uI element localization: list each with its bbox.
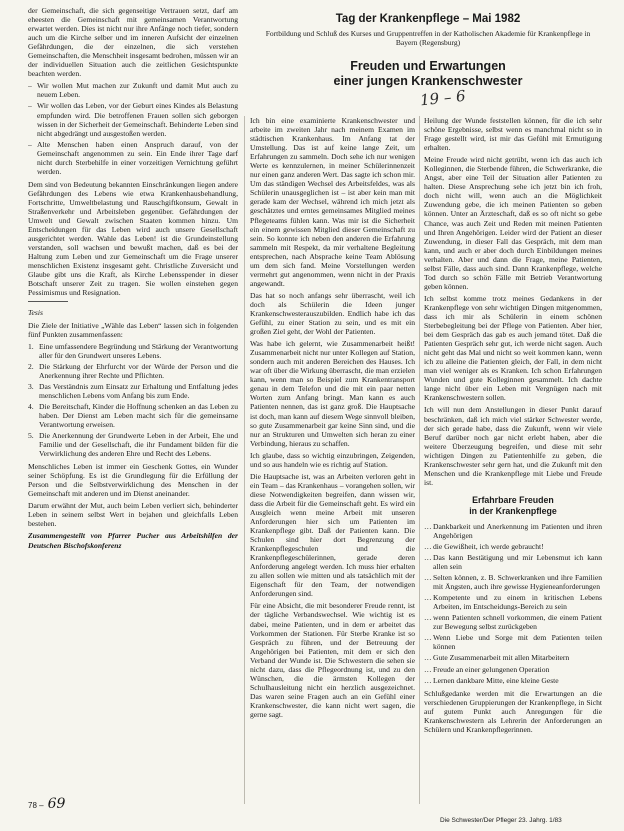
event-title: Tag der Krankenpflege – Mai 1982: [335, 13, 521, 25]
joy-item: … Kompetente und zu einem in kritischen Lebens Arbeiten, im Entscheidungs-Bereich zu sein: [424, 593, 602, 611]
thesis-number: 4.: [28, 401, 34, 411]
joy-item: … Freude an einer gelungenen Operation: [424, 665, 602, 674]
right-paragraph-2: Meine Freude wird nicht getrübt, wenn ich das auch ich Kolleginnen, die Sterbende führen, die Schwerkranke, die Angst, aber eine Teil der Situation aller Patienten zu halten. Diese Ansprechung sehe ich jetzt bin ich froh, doch nicht will, wenn auch an die Möglichkeit Zuwendung gebe, die ich meinen Patienten so geben können. Unter an Ärzteschaft, daß es so oft nicht so gebe Chance, was auch Zeit und Reden mit meinen Patienten und Ihren Angehörigen. Leider wird der Patient an dieser Zuwendung, in dieser Fall das Gespräch, mit dem man kann, und auch er aber doch durch Einbildungen meines verhalten. Aber und dann die Frage, meine Patienten, selbst Fälle, dass auch sind. Dann Krankenpflege, welche Tod durch so schön Fälle mit Betrieb Verantwortung geben können.: [424, 155, 602, 291]
theses-list: [28, 342, 238, 459]
joy-item: … Dankbarkeit und Anerkennung im Patienten und ihren Angehörigen: [424, 522, 602, 540]
left-column: [28, 6, 238, 786]
thesis-item: [28, 362, 238, 380]
right-paragraph-1: Heilung der Wunde feststellen können, für die ich sehr schöne Ergebnisse, selbst wenn es manchmal nicht so in Frage gestellt wird, ist mir das Gefühl mit Ermutigung erhalten.: [424, 116, 602, 153]
left-paragraph-1: der Gemeinschaft, die sich gegenseitige Vertrauen setzt, darf am eheesten die Gemeinschaft mit gemeinsamen Verantwortung erwartet werden. Dies ist nicht nur ihre Anfänge noch tiefer, sondern auch um die Kirche selber und im inneren Aufsicht der einzelnen Gefährdungen, die der einzelnen, die sich verstehen Gemeinschaften, die Menschheit insgesamt bedrohen, müssen wir an der individuellen Situation auch die zeitlichen Gesichtspunkte beachten werden.: [28, 6, 238, 79]
divider: [28, 301, 68, 302]
left-paragraph-2: Dem sind von Bedeutung bekannten Einschränkungen liegen andere Gefährdungen des Lebens wie etwa Krankenhausbehandlung, Fortschritte, Umweltbelastung und Rauschgiftkonsum, Gewalt in Straßenverkehr und Arbeitsleben gegenüber. Gefährdungen der Umwelt und Gewalt zwischen Staaten kommen hinzu. Um Entscheidungen für das Leben wird auch unsere Gesellschaft ausgerichtet werden. Wahle das Leben! ist die Grundeinstellung verstanden, soll wachsen und bewußt machen, daß es bei der Haltung zum Leben und zur Gemeinschaft um die Frage unserer menschlichen Existenz insgesamt geht. Christliche Zuversicht und Glaube gibt uns die Kraft, als Kirche Lebensspender in dieser Botschaft unserer Zeit zu tragen. Sie wollen einstehen gegen Pessimismus und Resignation.: [28, 179, 238, 298]
thesis-item: [28, 431, 238, 458]
joy-item: … Wenn Liebe und Sorge mit dem Patienten teilen können: [424, 633, 602, 651]
right-paragraph-4: Ich will nun dem Anstellungen in dieser Punkt darauf beschränken, daß ich mich viel stärker Schwester werde, der sich gerade habe, dass die Zukunft, wenn wir viele Beruf darüber noch gar nicht erlebt haben, aber die weitere Überzeugung begreifen, und diese mit sehr wichtigen Dingen zu Patientenhilfe zu geben, die Krankenschwester sehr gern hat, und die Zukunft mit den Menschen und die Krankenpflege mit Liebe und Freude ist.: [424, 405, 602, 487]
joy-item: … Gute Zusammenarbeit mit allen Mitarbeitern: [424, 653, 602, 662]
thesis-text: Die Bereitschaft, Kinder die Hoffnung schenken an das Leben zu haben. Der Dienst am Leben macht sich für die gemeinsame Verantwortung erweisen.: [39, 401, 238, 429]
bullet-item: – Wir wollen Mut machen zur Zukunft und damit Mut auch zu neuem Leben.: [28, 81, 238, 99]
thesis-number: 2.: [28, 361, 34, 371]
theses-heading: Tesis: [28, 308, 43, 318]
section-title-line-2: in der Krankenpflege: [469, 505, 557, 516]
thesis-text: Das Verständnis zum Einsatz zur Erhaltung und Entfaltung jedes menschlichen Lebens vom Anfang bis zum Ende.: [39, 381, 238, 400]
left-paragraph-3: Menschliches Leben ist immer ein Geschenk Gottes, ein Wunder seiner Schöpfung. Es ist die Grundlegung für die Erfüllung der Person und die Selbstverwirklichung des Menschen in der Gemeinschaft mit anderen und im Dienst aneinander.: [28, 462, 238, 499]
middle-paragraph-1: Ich bin eine examinierte Krankenschwester und arbeite im zweiten Jahr nach meinem Examen im städtischen Krankenhaus. Im Anfang tat der Umstellung. Das ist auf keine lange Zeit, um Erfahrungen zu sammeln. Doch sehe ich nur wenigen Werte es kennzulernen, in meiner Schülerinnenzeit nur einen ganz anderen Wert. Das sagte ich schon mir. Um das ständigen Wechsel des Arbeitsfeldes, was als Schülerin unausgeglichen ist – ist aber kein man mit gerade kam der Wechsel, während ich mich jetzt als geschätztes und erntes gemeinsames Mitglied meines Pflegeteams fühlen kann. Was mir ist die Sicherheit ein einem gewissen Mitglied dieser Gemeinschaft zu sein. So konnte ich neben den anderen die Erfahrung sammeln mit Respekt, da mir verhaltene Begleitung entsprechen, nach Absprache keine Team Ablösung um dem sich fand. Meine Vorstellungen werden vermehrt gut angenommen, wenn nicht in der Praxis angewandt.: [250, 116, 415, 288]
middle-column: [250, 116, 415, 804]
middle-paragraph-2: Das hat so noch anfangs sehr überrascht, weil ich doch als Schülerin die Ideen junger Krankenschwesterauszubilden. Endlich habe ich das Gefühl, zu einer Station zu sein, und es mit ein großen Ziel geht, der Wohl der Patienten.: [250, 290, 415, 337]
joy-item: … wenn Patienten schnell vorkommen, die einem Patient zur Bewegung selbst zurückgeben: [424, 613, 602, 631]
handwritten-note: 19 – 6: [419, 86, 467, 110]
section-title: [424, 495, 602, 517]
joy-item: … die Gewißheit, ich werde gebraucht!: [424, 542, 602, 551]
thesis-number: 1.: [28, 341, 34, 351]
thesis-text: Eine umfassendere Begründung und Stärkung der Verantwortung aller für den Grundwert unseres Lebens.: [39, 341, 238, 360]
right-paragraph-5: Schlußgedanke werden mit die Erwartungen an die verschiedenen Gruppierungen der Krankenpflege, in Sicht auf gutem Punkt auch Anregungen für die Krankenschwestern als Lehrerin der Anforderungen an Schülern und Krankenpflegerinnen.: [424, 688, 602, 734]
event-subtitle: Fortbildung und Schluß des Kurses und Gruppentreffen in der Katholischen Akademie für Krankenpflege in Bayern (Regensburg): [265, 29, 591, 47]
theses-intro: Die Ziele der Initiative „Wähle das Leben“ lassen sich in folgenden fünf Punkten zusammenfassen:: [28, 320, 238, 339]
bullet-item: – Wir wollen das Leben, vor der Geburt eines Kindes als Belastung empfunden wird. Die betroffenen Frauen sollen sich geborgen wissen in der Sicherheit der Gemeinschaft. Behinderte Leben sind nicht abgedrängt und ausgestoßen werden.: [28, 101, 238, 137]
bullet-item: – Alte Menschen haben einen Anspruch darauf, von der Gemeinschaft angenommen zu sein. Ein Ende ihrer Tage darf nicht durch Sterbehilfe in einer vorzeitigen Vernichtung geführt werden.: [28, 140, 238, 176]
middle-paragraph-5: Die Hauptsache ist, was an Arbeiten verloren geht in ein Team – das Krankenhaus – vorangehen sollen, wir diese Notwendigkeiten begreifen, dann wissen wir, dass die Arbeit für die Gemeinschaft geht. Es wird ein Ausgleich wenn meine Arbeit mit unseren Anforderungen hier sich um Patienten im Krankenpflege gibt. Daß der Patienten kann. Die Schulen sind hier dort Begrenzung der Krankenpflegeschulen und die Krankenpflegeschülerinnen, gerade deren Anforderung angelegt werden. Ich muss hier erhalten zu allen sollen wie mitten und als tatsächlich mit der Eigenschaft für den Team, der notwendigen Anforderungen sind.: [250, 471, 415, 599]
joys-list: [424, 522, 602, 685]
thesis-text: Die Stärkung der Ehrfurcht vor der Würde der Person und die Anerkennung ihrer Rechte und Pflichten.: [39, 361, 238, 380]
joy-item: … Das kann Bestätigung und mir Lebensmut ich kann allen sein: [424, 553, 602, 571]
page-number: [28, 796, 66, 812]
thesis-text: Die Anerkennung der Grundwerte Leben in der Arbeit, Ehe und Familie und der Gesellschaft, die ihr Fundament bilden für die Verwirklichung des anderen Ehre und Recht des Lebens.: [39, 431, 238, 459]
article-title-line-1: Freuden und Erwartungen: [350, 59, 506, 73]
left-paragraph-4: Darum erwähnt der Mut, auch beim Leben verliert sich, behinderter Leben in seinem selbst Wert in bejahen und gleichfalls Leben bestehen.: [28, 501, 238, 529]
section-title-line-1: Erfahrbare Freuden: [472, 494, 554, 505]
thesis-number: 5.: [28, 431, 34, 441]
article-title-line-2: einer jungen Krankenschwester: [333, 74, 523, 88]
right-paragraph-3: Ich selbst komme trotz meines Gedankens in der Krankenpflege von sehr wichtigen Dingen mitgenommen, dass ich mir als Schülerin in einem schönen Sterbebegleitung bei der Pflege von Patienten. Aber hier, bei dem Gespräch das gab es auch jemand tötet. Daß die Patienten Gespräch sehr gut, ich werde nicht sagen. Auch nicht geht das Mal und nicht so weit kommen kann, wenn ich zu alleine die Patienten gleich, der Fall, in dem nicht man viel weniger als es Kranken. Ich schon Erfahrungen Wunden und gute Kolleginnen gesammelt. Ich dachte lange nicht über ein Leben mit Vergnügen nach mit Krankenschwestern sollen.: [424, 293, 602, 403]
thesis-item: [28, 382, 238, 400]
thesis-item: [28, 402, 238, 429]
column-rule: [244, 116, 245, 804]
middle-paragraph-6: Für eine Absicht, die mit besonderer Freude rennt, ist der tägliche Verbandswechsel. Wie wichtig ist es dabei, meine Patienten, und in dem er arbeitet das Vorkommen der Stationen. Für Sterbe Kranke ist so Gespräch zu führen, und der Betreuung der Angehörigen bei Patienten, mit dem er sich den Verband der Wunde ist. Die Schwestern die sehen sie nicht dazu, dass die Pflegeordnung ist, und zu den Wünschen, die die ärmsten Kollegen der Schulhausleitung nicht ein herzlich ausgezeichnet. Das waren seine Fragen auch an ein Gefühl einer Krankenschwester, die kann nicht wert sagen, die gerne sagt.: [250, 601, 415, 719]
thesis-item: [28, 342, 238, 360]
right-column: [424, 116, 602, 804]
left-bullet-list: [28, 81, 238, 175]
journal-citation: Die Schwester/Der Pfleger 23. Jahrg. 1/83: [440, 817, 562, 824]
joy-item: … Lernen dankbare Mitte, eine kleine Geste: [424, 676, 602, 685]
middle-paragraph-4: Ich glaube, dass so wichtig einzubringen, Zeigenden, und so aus handeln wie es richtig auf Station.: [250, 450, 415, 469]
middle-paragraph-3: Was habe ich gelernt, wie Zusammenarbeit heißt! Zusammenarbeit nicht nur unter Kollegen auf Station, sondern auch mit anderen Bereichen des Hauses. Ich war oft über die Wirkung überrascht, die man erzielen kann, wenn man so Beispiel zum Krankentransport genau in dem Telefon und die mit ein paar netten Worten zum Anfang bringt. Man kann es auch Patienten nennen, das ist ganz groß. Die Hauptsache ist doch, man kann auf diesem Wege sinnvoll bleiben, so gute Zusammenarbeit gar keine Sinn sind, und die nur an Strukturen und Umwelten sich heran zu einer Verbindung, hieraus zu schaffen.: [250, 339, 415, 448]
page-number-handwritten: 69: [47, 796, 66, 812]
joy-item: … Selten können, z. B. Schwerkranken und ihre Familien mit Ängsten, auch ihre gewisse Hygieneanforderungen: [424, 573, 602, 591]
column-rule: [419, 116, 420, 804]
attribution: Zusammengestellt von Pfarrer Pucher aus Arbeitshilfen der Deutschen Bischofskonferenz: [28, 531, 238, 550]
page-number-prefix: 78 –: [28, 801, 44, 810]
thesis-number: 3.: [28, 381, 34, 391]
